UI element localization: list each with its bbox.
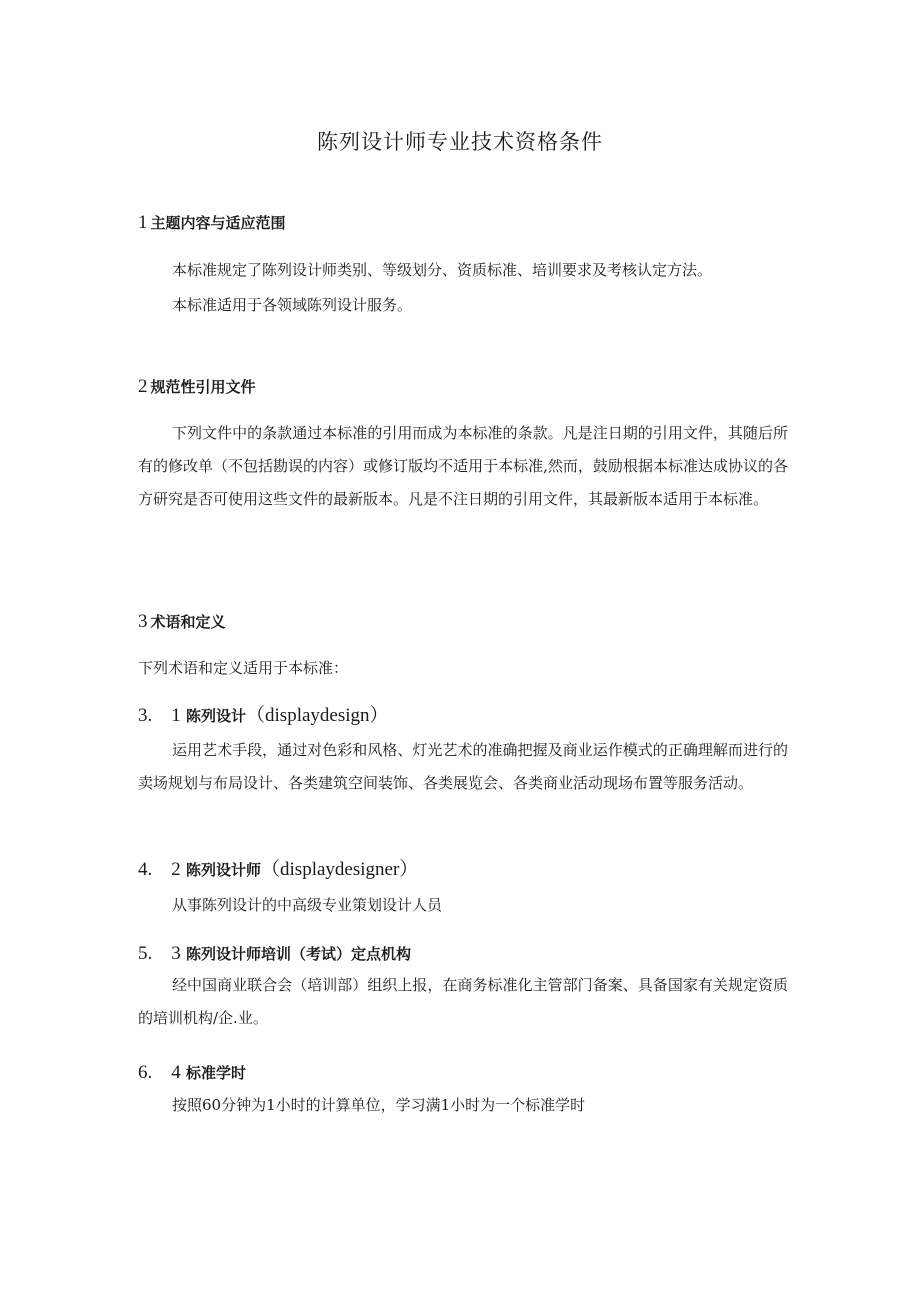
section-2-heading (138, 376, 256, 398)
term-2-body: 从事陈列设计的中高级专业策划设计人员 (172, 896, 443, 914)
term-number: 3. 1 (138, 705, 181, 726)
section-title: 主题内容与适应范围 (150, 214, 286, 232)
term-english: （displaydesign） (246, 705, 389, 726)
term-title: 陈列设计师 (186, 861, 262, 879)
term-number: 6. 4 (138, 1062, 181, 1083)
term-number: 4. 2 (138, 859, 181, 880)
section-2-paragraph: 下列文件中的条款通过本标准的引用而成为本标准的条款。凡是注日期的引用文件，其随后所有的修改单（不包括勘误的内容）或修订版均不适用于本标准,然而，鼓励根据本标准达成协议的各方研究是否可使用这些文件的最新版本。凡是不注日期的引用文件，其最新版本适用于本标准。 (138, 424, 788, 508)
section-number: 1 (138, 212, 148, 233)
section-title: 术语和定义 (150, 613, 226, 631)
term-title: 陈列设计 (186, 707, 247, 725)
section-number: 3 (138, 611, 148, 632)
term-title: 陈列设计师培训（考试）定点机构 (186, 945, 412, 963)
section-title: 规范性引用文件 (150, 378, 256, 396)
term-2-heading (138, 854, 418, 881)
term-4-heading (138, 1057, 246, 1084)
term-1-body: 运用艺术手段，通过对色彩和风格、灯光艺术的准确把握及商业运作模式的正确理解而进行的卖场规划与布局设计、各类建筑空间装饰、各类展览会、各类商业活动现场布置等服务活动。 (138, 741, 788, 792)
section-1-line-1: 本标准规定了陈列设计师类别、等级划分、资质标准、培训要求及考核认定方法。 (172, 261, 713, 279)
term-number: 5. 3 (138, 943, 181, 964)
page-title: 陈列设计师专业技术资格条件 (317, 130, 603, 154)
term-english: （displaydesigner） (261, 859, 419, 880)
term-4-body: 按照60分钟为1小时的计算单位，学习满1小时为一个标准学时 (172, 1096, 586, 1114)
section-1-heading (138, 212, 286, 234)
term-3-body: 经中国商业联合会（培训部）组织上报，在商务标准化主管部门备案、具备国家有关规定资质的培训机构/企.业。 (138, 976, 788, 1027)
term-title: 标准学时 (186, 1064, 247, 1082)
term-3-heading (138, 938, 411, 965)
section-3-intro: 下列术语和定义适用于本标准： (138, 659, 349, 677)
section-1-line-2: 本标准适用于各领域陈列设计服务。 (172, 296, 413, 314)
section-number: 2 (138, 376, 148, 397)
term-1-heading (138, 700, 389, 727)
section-3-heading (138, 611, 226, 633)
